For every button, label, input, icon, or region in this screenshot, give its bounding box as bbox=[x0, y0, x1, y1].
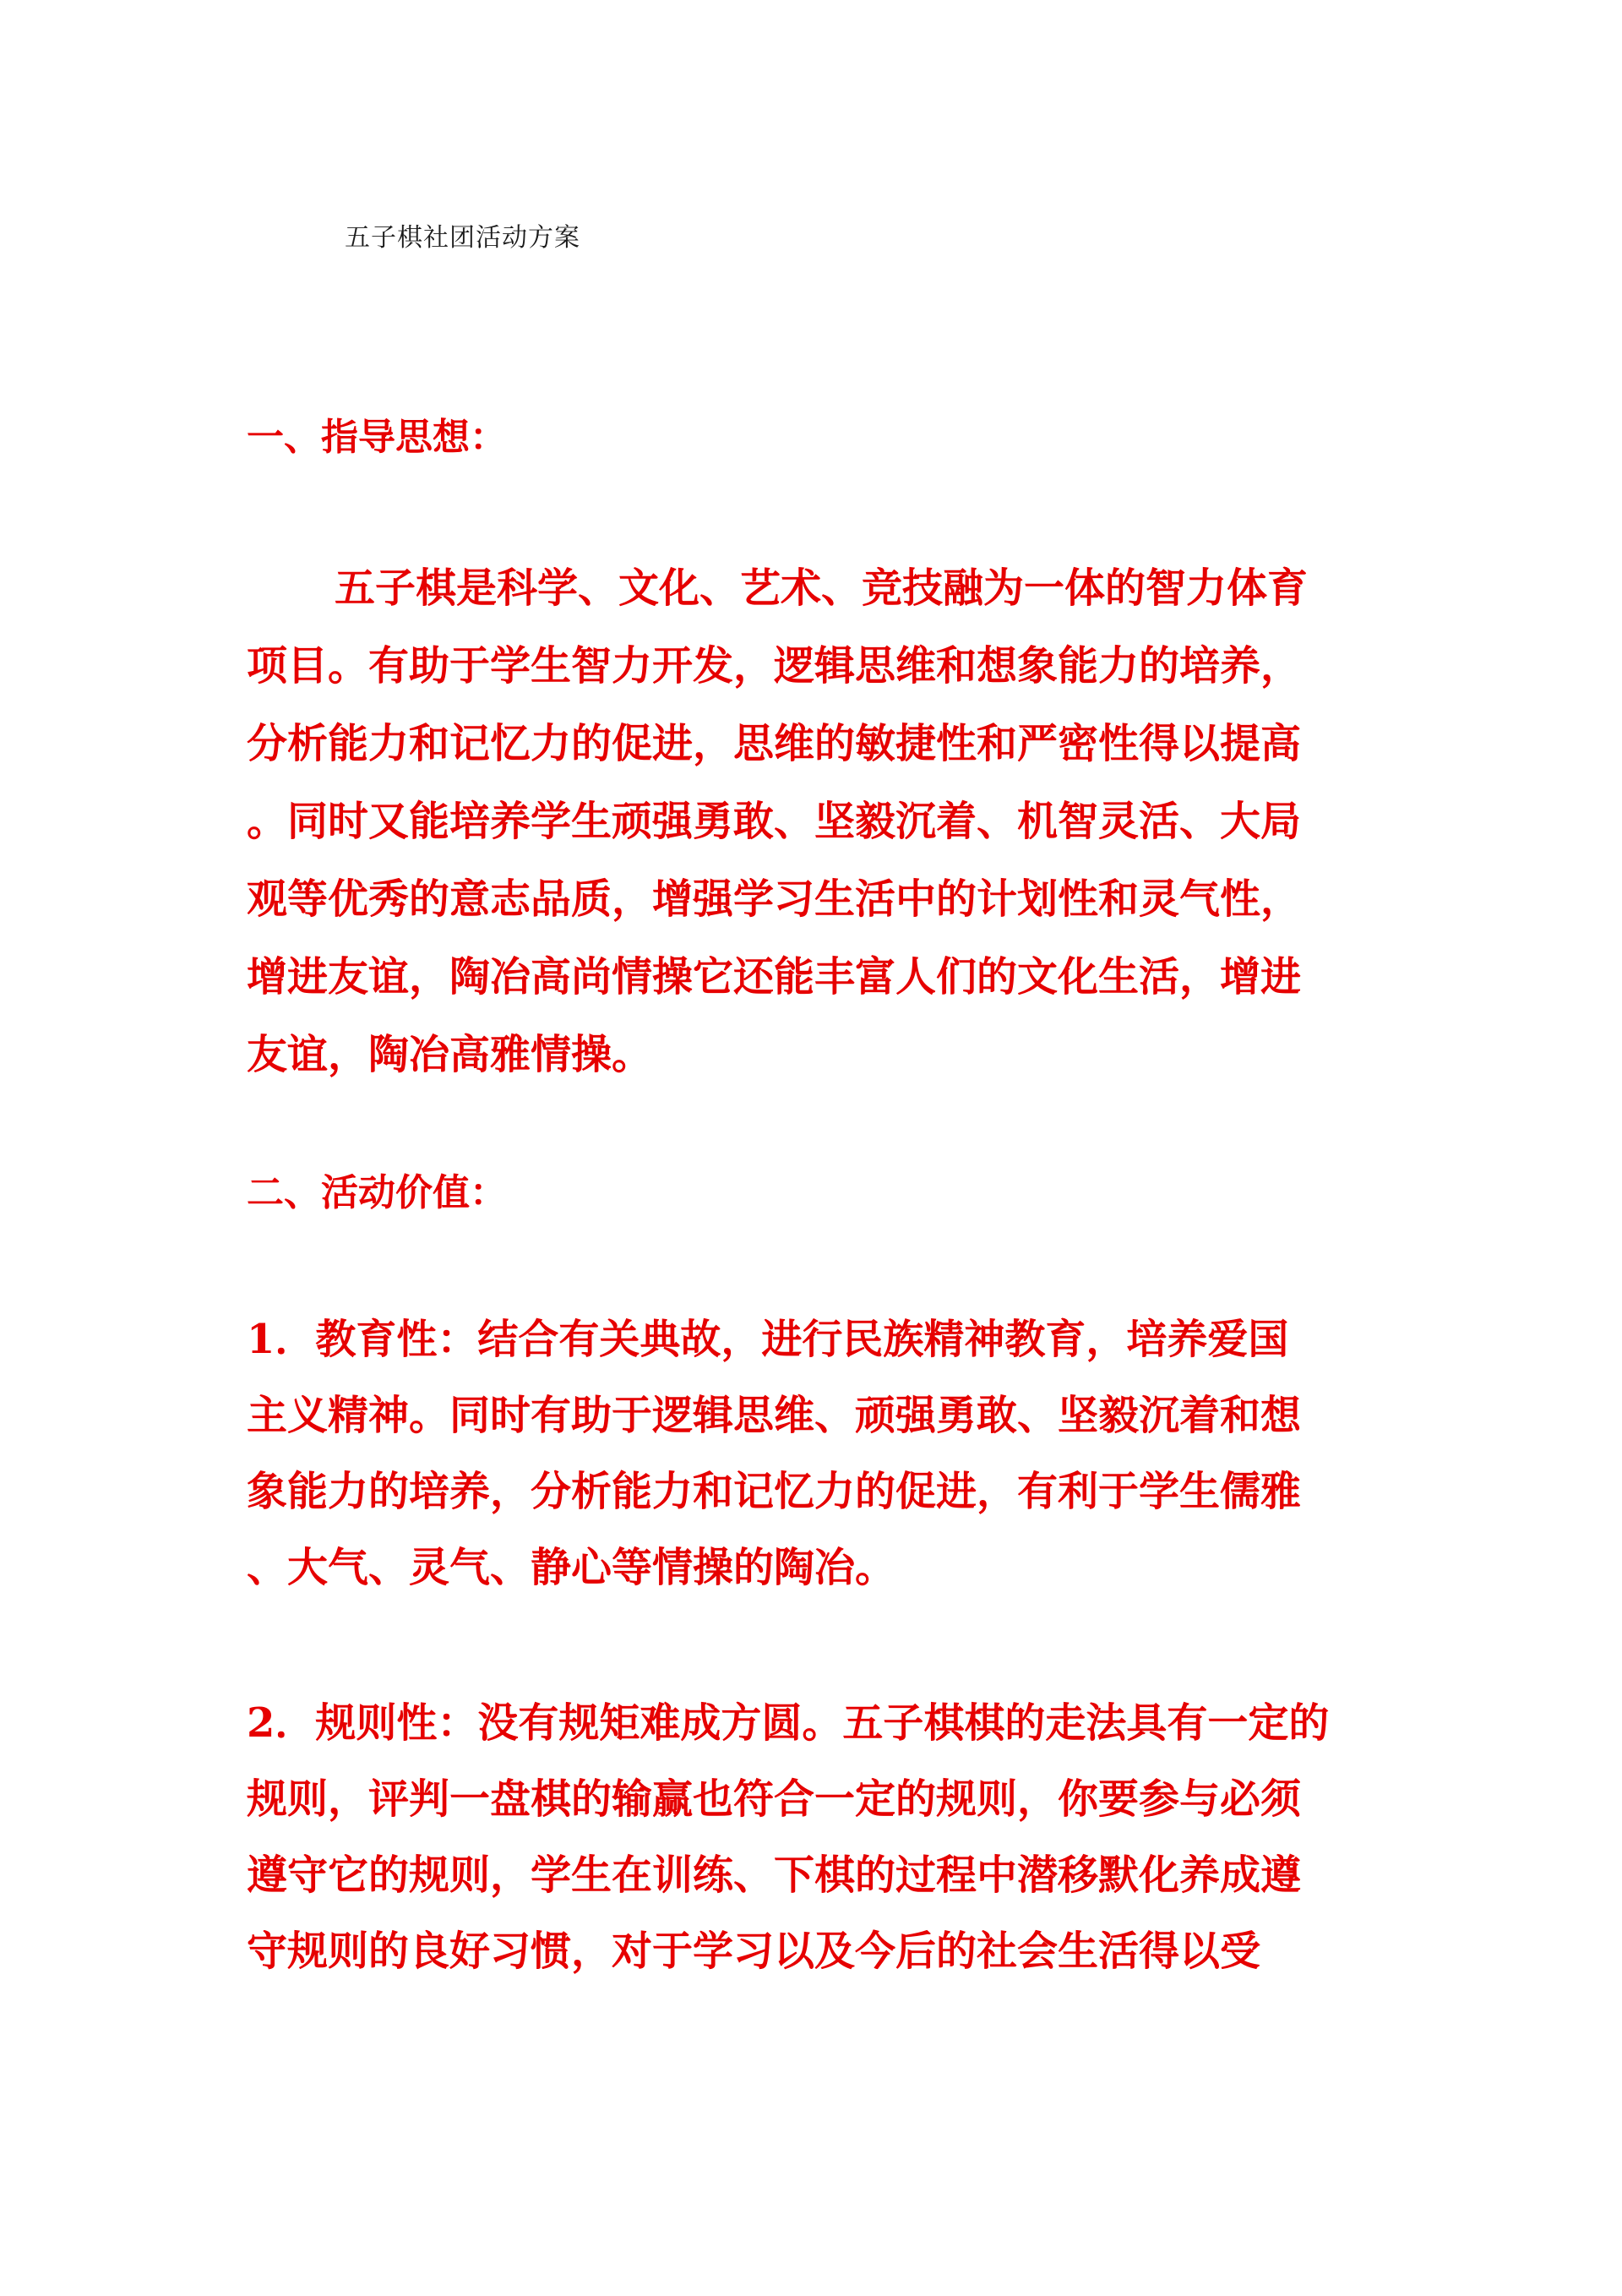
text-line: 项目。有助于学生智力开发，逻辑思维和想象能力的培养， bbox=[247, 642, 1302, 690]
text-line: 象能力的培养，分析能力和记忆力的促进，有利于学生儒雅 bbox=[247, 1468, 1302, 1515]
text-line: 分析能力和记忆力的促进，思维的敏捷性和严密性得以提高 bbox=[247, 720, 1302, 767]
document-title: 五子棋社团活动方案 bbox=[345, 223, 580, 253]
text-line: 、大气、灵气、静心等情操的陶冶。 bbox=[247, 1544, 896, 1591]
text-line: 规则，评判一盘棋的输赢也符合一定的规则，你要参与必须 bbox=[247, 1775, 1302, 1823]
text-line: 2．规则性：没有规矩难成方圆。五子棋棋的走法具有一定的 bbox=[247, 1699, 1330, 1747]
paragraph-item-rules bbox=[247, 1685, 1329, 1989]
section-heading-guiding-ideology: 一、指导思想： bbox=[247, 416, 507, 459]
text-line: 主义精神。同时有助于逻辑思维、顽强勇敢、坚毅沉着和想 bbox=[247, 1392, 1302, 1439]
section-heading-activity-value: 二、活动价值： bbox=[247, 1171, 507, 1214]
text-line: 增进友谊，陶冶高尚情操它还能丰富人们的文化生活，增进 bbox=[247, 953, 1302, 1001]
text-line: 。同时又能培养学生顽强勇敢、坚毅沉着、机智灵活、大局 bbox=[247, 798, 1302, 845]
text-line: 1．教育性：结合有关典故，进行民族精神教育，培养爱国 bbox=[247, 1316, 1289, 1363]
text-line: 友谊，陶冶高雅情操。 bbox=[247, 1031, 653, 1078]
text-line: 守规则的良好习惯，对于学习以及今后的社会生活得以受 bbox=[247, 1928, 1261, 1975]
text-line: 遵守它的规则，学生在训练、下棋的过程中潜移默化养成遵 bbox=[247, 1852, 1302, 1899]
paragraph-item-educational bbox=[247, 1301, 1301, 1606]
text-line: 五子棋是科学、文化、艺术、竞技融为一体的智力体育 bbox=[335, 564, 1309, 612]
paragraph-guiding-ideology bbox=[247, 549, 1308, 1093]
text-line: 观等优秀的意志品质，增强学习生活中的计划性和灵气性， bbox=[247, 875, 1302, 923]
